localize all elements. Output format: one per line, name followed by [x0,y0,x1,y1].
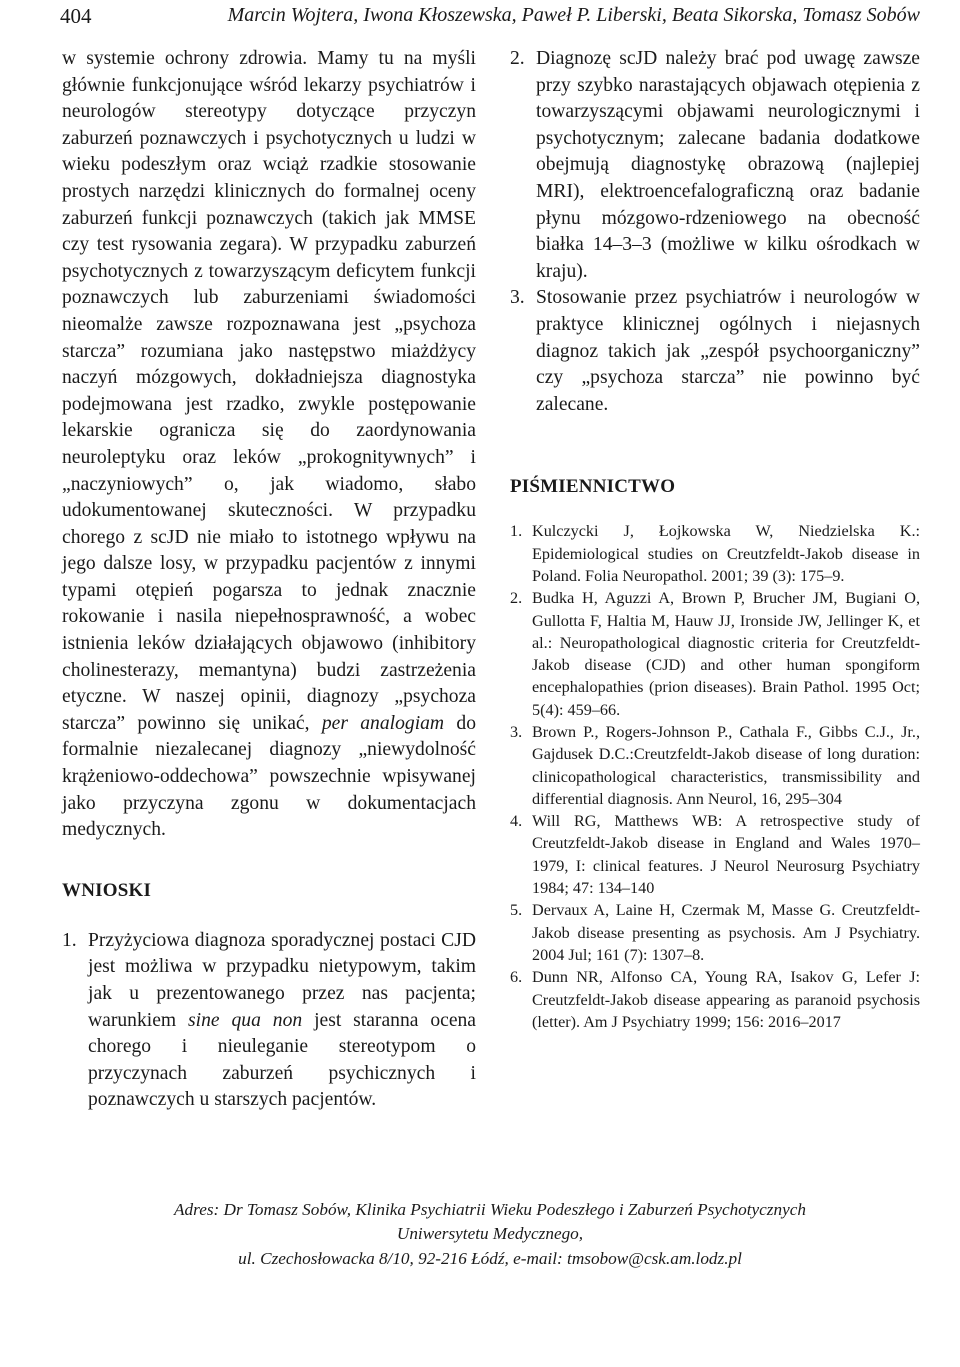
reference-item [510,966,920,1033]
conclusion-item [510,285,920,418]
running-header [60,0,920,34]
reference-item [510,520,920,587]
conclusion-item [62,928,476,1114]
address-line-1: Adres: Dr Tomasz Sobów, Klinika Psychiatrii Wieku Podeszłego i Zaburzeń Psychotycznych [174,1200,806,1219]
conclusion-text-b: jest staranna ocena chorego i nieuleganie stereotypom o przyczynach zaburzeń psychicznych i poznawczych u starszych pacjentów. [88,1009,477,1111]
reference-text: Dervaux A, Laine H, Czermak M, Masse G. Creutzfeldt-Jakob disease presenting as psychosis. Am J Psychiatry. 2004 Jul; 161 (7): 1307–8. [532,901,920,964]
reference-text: Kulczycki J, Łojkowska W, Niedzielska K.: Epidemiological studies on Creutzfeldt-Jakob disease in Poland. Folia Neuropathol. 2001; 39 (3): 175–9. [532,522,920,585]
correspondence-address [60,1198,920,1271]
reference-text: Brown P., Rogers-Johnson P., Cathala F., Gibbs C.J., Jr., Gajdusek D.C.:Creutzfeldt-Jakob disease of long duration: clinicopathological characteristics, transmissibility and differential diagnosis. Ann Neurol, 16, 295–304 [532,722,920,808]
reference-number: 4. [510,812,523,831]
conclusion-text: Stosowanie przez psychiatrów i neurologów w praktyce klinicznej ogólnych i niejasnych diagnoz takich jak „zespół psychoorganiczny” czy „psychoza starcza” nie powinno być zalecane. [536,287,920,415]
conclusion-number: 2. [510,48,525,69]
right-column [510,46,920,1033]
reference-item [510,587,920,721]
reference-text: Dunn NR, Alfonso CA, Young RA, Isakov G, Lefer J: Creutzfeldt-Jakob disease appearing as paranoid psychosis (letter). Am J Psychiatry 1999; 156: 2016–2017 [532,968,920,1031]
reference-number: 3. [510,722,523,741]
reference-item [510,810,920,899]
conclusion-text-a: Przyżyciowa diagnoza sporadycznej postaci CJD jest możliwa w przypadku nietypowym, takim jak u prezentowanego przez nas pacjenta; warunkiem [88,929,476,1031]
conclusion-item [510,46,920,285]
conclusion-number: 3. [510,287,525,309]
conclusion-text [88,928,476,1114]
conclusions-list-left [62,928,476,1114]
conclusion-number: 1. [62,929,77,951]
references-heading: PIŚMIENNICTWO [510,476,676,498]
conclusions-heading: WNIOSKI [62,879,152,901]
discussion-text-end: do formalnie niezalecanej diagnozy „niewydolność krążeniowo-oddechowa” powszechnie wpisywanej jako przyczyna zgonu w dokumentacjach medycznych. [62,712,477,841]
reference-text: Budka H, Aguzzi A, Brown P, Brucher JM, Bugiani O, Gullotta F, Haltia M, Hauw JJ, Ironside JW, Jellinger K, et al.: Neuropathological diagnostic criteria for Creutzfeldt-Jakob disease (CJD) and other human spongiform encephalopathies (prion diseases). Brain Pathol. 1995 Oct; 5(4): 459–66. [532,589,920,719]
conclusion-text: Diagnozę scJD należy brać pod uwagę zawsze przy szybko narastających objawach otępienia z towarzyszącymi objawami neurologicznymi i psychotycznym; zalecane badania dodatkowe obejmują diagnostykę obrazową (najlepiej MRI), elektroencefalograficzną oraz badanie płynu mózgowo-rdzeniowego na obecność białka 14–3–3 (możliwe w kilku ośrodkach w kraju). [536,48,920,282]
reference-number: 5. [510,901,523,920]
reference-item [510,721,920,810]
reference-text: Will RG, Matthews WB: A retrospective study of Creutzfeldt-Jakob disease in England and Wales 1970–1979, I: clinical features. J Neurol Neurosurg Psychiatry 1984; 47: 134–140 [532,812,920,898]
discussion-text: w systemie ochrony zdrowia. Mamy tu na myśli głównie funkcjonujące wśród lekarzy psychiatrów i neurologów stereotypy dotyczące przyczyn zaburzeń poznawczych i psychotycznych u ludzi w wieku podeszłym oraz wciąż rzadkie stosowanie prostych narzędzi klinicznych do formalnej oceny zaburzeń funkcji poznawczych (takich jak MMSE czy test rysowania zegara). W przypadku zaburzeń psychotycznych z towarzyszącym deficytem funkcji poznawczych lub zaburzeniami świadomości nieomalże zawsze rozpoznawana jest „psychoza starcza” rozumiana jako następstwo miażdżycy naczyń mózgowych, dokładniejsza diagnostyka podejmowana jest rzadko, zwykle postępowanie lekarskie ogranicza się do zaordynowania neuroleptyku oraz leków „prokognitywnych” i „naczyniowych” o, jak wiadomo, słabo udokumentowanej skuteczności. W przypadku chorego z scJD nie miało to istotnego wpływu na jego dalsze losy, w przypadku pacjentów z innymi typami otępień pogarsza to jednak znacznie rokowanie i nasila niepełnosprawność, a wobec istnienia leków działających objawowo (inhibitory cholinesterazy, memantyna) budzi zastrzeżenia etyczne. W naszej opinii, diagnozy „psychoza starcza” powinno się unikać, [62,48,476,734]
left-column [62,46,476,1114]
conclusions-list-right [510,46,920,418]
address-line-2: Uniwersytetu Medycznego, [396,1224,584,1244]
discussion-paragraph [62,46,476,844]
page-number: 404 [60,4,92,28]
reference-number: 6. [510,968,523,987]
discussion-italic: per analogiam [321,712,445,734]
running-head-authors: Marcin Wojtera, Iwona Kłoszewska, Paweł P. Liberski, Beata Sikorska, Tomasz Sobów [227,4,920,26]
references-list [510,520,920,1033]
reference-number: 1. [510,522,523,541]
address-line-3: ul. Czechosłowacka 8/10, 92-216 Łódź, e-mail: tmsobow@csk.am.lodz.pl [238,1248,742,1268]
conclusion-italic: sine qua non [188,1009,303,1031]
reference-number: 2. [510,589,523,608]
reference-item [510,899,920,966]
